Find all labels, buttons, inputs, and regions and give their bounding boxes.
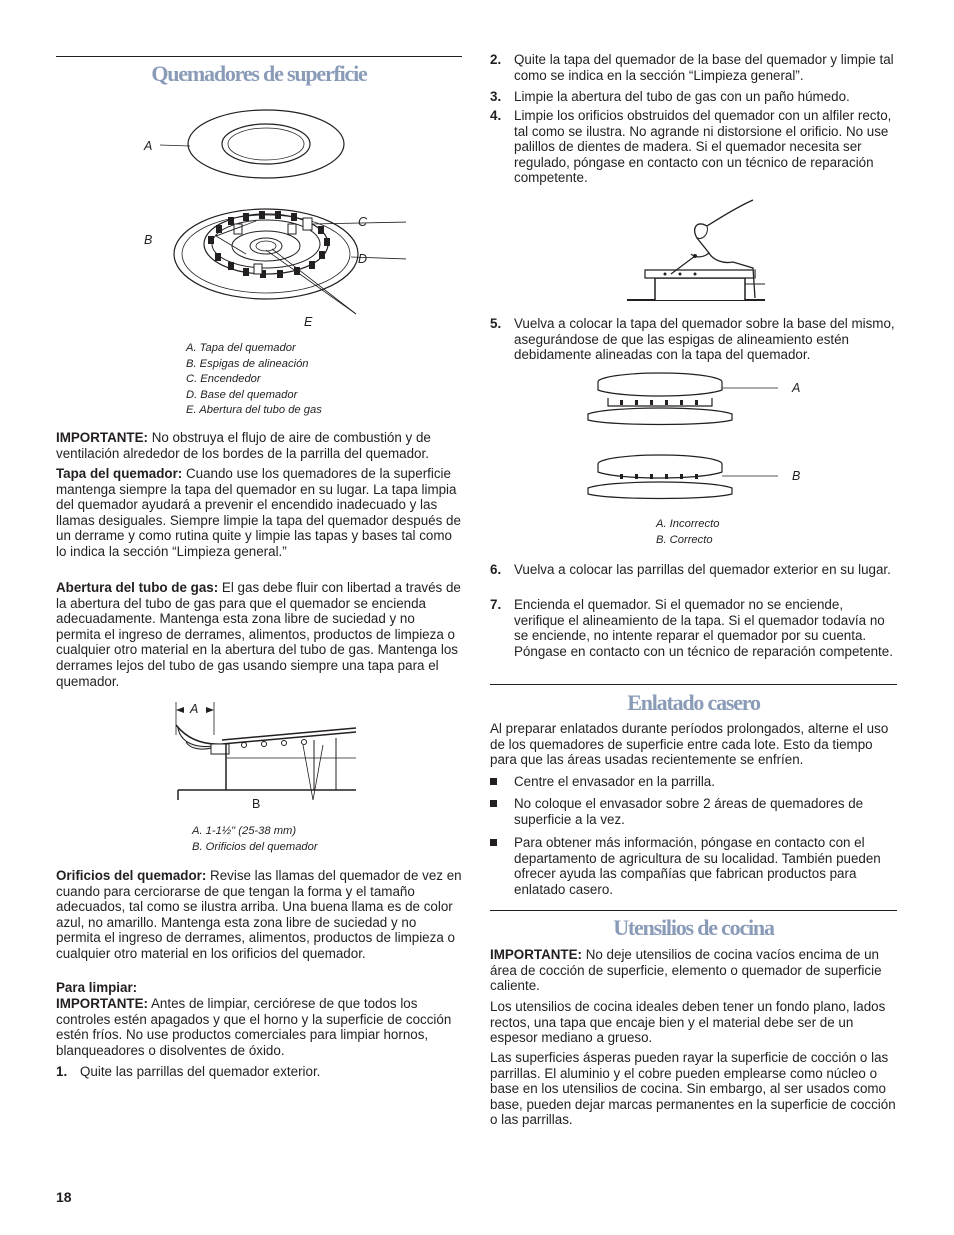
fig4-captions (656, 517, 719, 548)
cookware-paragraph-2: Las superficies ásperas pueden rayar la superficie de cocción o las parrillas. El aluminio y el cobre pueden emplearse como núcleo o base en los utensilios de cocina. Sin embargo, al ser usados como base, pueden dejar marcas permanentes en la superficie de cocción o las parrillas. (490, 1050, 896, 1128)
fig2-caption-b: B. Orificios del quemador (192, 840, 318, 853)
important-airflow-paragraph: IMPORTANTE: No obstruya el flujo de aire de combustión y de ventilación alrededor de los bordes de la parrilla del quemador. (56, 430, 431, 461)
fig4-caption-b: B. Correcto (656, 533, 713, 546)
fig1-label-b: B (144, 233, 153, 247)
fig4-label-b: B (792, 469, 801, 483)
fig1-label-d: D (358, 252, 368, 266)
top-rule-left (56, 56, 462, 57)
fig2-label-b: B (252, 797, 261, 811)
pin-cleaning-diagram (625, 198, 770, 308)
burner-ports-paragraph: Orificios del quemador: Revise las llamas del quemador de vez en cuando para cerciorarse de que tengan la forma y el tamaño adecuados, tal como se ilustra arriba. Una buena llama es de color azul, no amarillo. Mantenga esta zona libre de suciedad y no permita el ingreso de derrames, alimentos, productos de limpieza o cualquier otro material en los orificios del quemador. (56, 868, 462, 961)
gas-tube-paragraph: Abertura del tubo de gas: El gas debe fluir con libertad a través de la abertura del tubo de gas para que el quemador se encienda adecuadamente. Mantenga esta zona libre de suciedad y no permita el ingreso de derrames, alimentos, productos de limpieza o cualquier otro material en la abertura del tubo de gas. Mantenga los derrames lejos del tubo de gas usando siempre una tapa para el quemador. (56, 580, 461, 689)
fig2-caption-a: A. 1-1½" (25-38 mm) (192, 825, 297, 837)
fig2-captions (192, 824, 318, 855)
important-cleaning-paragraph: IMPORTANTE: Antes de limpiar, cerciórese de que todos los controles estén apagados y que el horno y la superficie de cocción estén fríos. No use productos comerciales para limpiar hornos, blanqueadores o disolventes de óxido. (56, 996, 452, 1058)
cap-alignment-diagram (580, 370, 800, 510)
section-title-cookware: Utensilios de cocina (613, 915, 774, 940)
cookware-paragraph-1: Los utensilios de cocina ideales deben tener un fondo plano, lados rectos, una tapa que encaje bien y el material debe ser de un espesor mediano a grueso. (490, 999, 886, 1046)
rule-before-cookware (490, 910, 897, 911)
fig4-label-a: A (792, 381, 801, 395)
fig1-caption-a: A. Tapa del quemador (186, 342, 296, 354)
burner-cap-paragraph: Tapa del quemador: Cuando use los quemadores de la superficie mantenga siempre la tapa del quemador en su lugar. La tapa limpia del quemador ayudará a prevenir el encendido inadecuado y las llamas desiguales. Siempre limpie la tapa del quemador después de un derrame y como rutina quite y limpie las tapas y bases tal como lo indica la sección “Limpieza general.” (56, 466, 461, 559)
bullet-icon (490, 800, 497, 807)
fig1-caption-d: D. Base del quemador (186, 388, 298, 401)
bullet-icon (490, 778, 497, 785)
section-title-home-canning: Enlatado casero (627, 690, 760, 715)
fig1-caption-e: E. Abertura del tubo de gas (186, 404, 322, 417)
cookware-important: IMPORTANTE: No deje utensilios de cocina vacíos encima de un área de cocción de superficie, elemento o quemador de superficie caliente. (490, 947, 882, 994)
fig1-label-a: A (144, 139, 153, 153)
fig1-label-c: C (358, 215, 368, 229)
fig1-captions (186, 341, 322, 419)
rule-before-canning (490, 684, 897, 685)
section-title-surface-burners: Quemadores de superficie (151, 61, 367, 86)
fig4-caption-a: A. Incorrecto (656, 518, 720, 530)
cleaning-heading: Para limpiar: (56, 980, 138, 995)
fig1-caption-b: B. Espigas de alineación (186, 357, 309, 370)
fig1-label-e: E (304, 315, 313, 329)
page-number: 18 (56, 1189, 72, 1205)
fig2-label-a: A (190, 702, 199, 716)
fig1-caption-c: C. Encendedor (186, 373, 261, 386)
bullet-icon (490, 839, 497, 846)
canning-intro: Al preparar enlatados durante períodos prolongados, alterne el uso de los quemadores de superficie entre cada lote. Esto da tiempo para que las áreas usadas recientemente se enfríen. (490, 721, 889, 768)
